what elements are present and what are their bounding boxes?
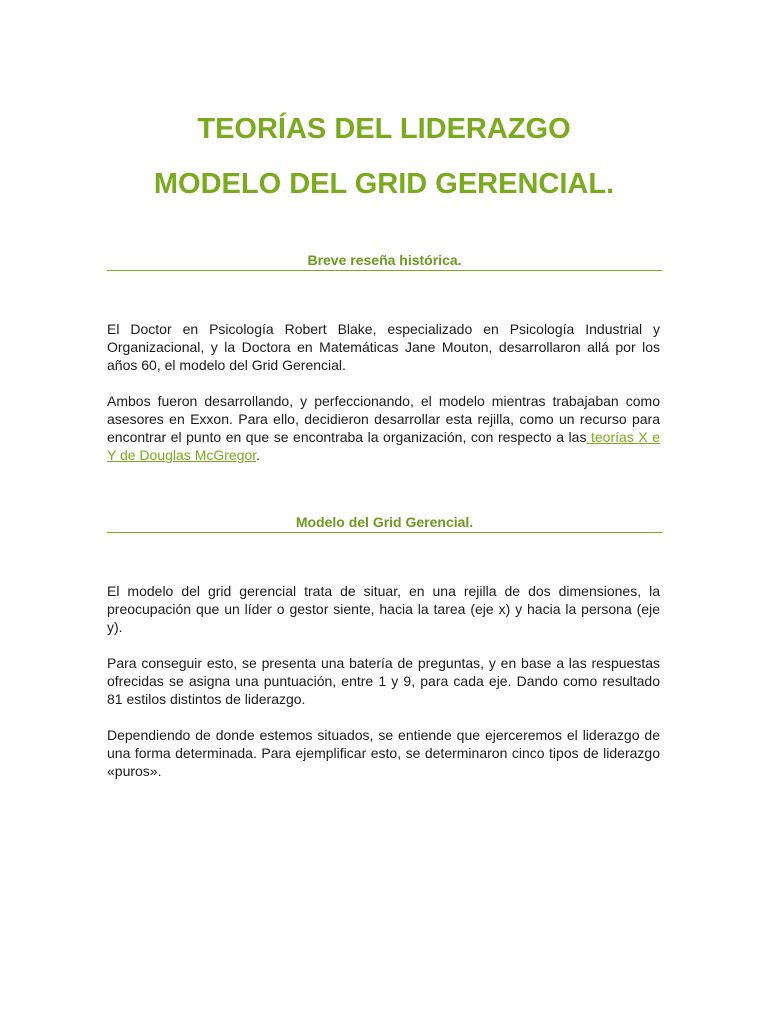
section-heading-grid-model: Modelo del Grid Gerencial. xyxy=(107,513,662,533)
paragraph-blake-mouton: El Doctor en Psicología Robert Blake, especializado en Psicología Industrial y Organizacional, y la Doctora en Matemáticas Jane Mouton, desarrollaron allá por los años 60, el modelo del Grid Gerencial. xyxy=(107,321,660,373)
paragraph-grid-dimensions: El modelo del grid gerencial trata de situar, en una rejilla de dos dimensiones, la preocupación que un líder o gestor siente, hacia la tarea (eje x) y hacia la persona (eje y). xyxy=(107,583,660,635)
paragraph-exxon-text: Ambos fueron desarrollando, y perfeccionando, el modelo mientras trabajaban como asesores en Exxon. Para ello, decidieron desarrollar esta rejilla, como un recurso para encontrar el punto en que se encontraba la organización, con respecto a las xyxy=(107,393,660,445)
section-heading-historical-review: Breve reseña histórica. xyxy=(107,251,662,271)
document-title-line2: MODELO DEL GRID GERENCIAL. xyxy=(153,168,615,200)
paragraph-exxon-end: . xyxy=(256,447,261,463)
paragraph-exxon xyxy=(107,392,660,464)
mcgregor-theories-link[interactable]: teorías X e Y de Douglas McGregor xyxy=(107,429,660,463)
paragraph-questions-scoring: Para conseguir esto, se presenta una batería de preguntas, y en base a las respuestas ofrecidas se asigna una puntuación, entre 1 y 9, para cada eje. Dando como resultado 81 estilos distintos de liderazgo. xyxy=(107,655,660,707)
document-title-line1: TEORÍAS DEL LIDERAZGO xyxy=(197,113,571,145)
paragraph-leadership-types: Dependiendo de donde estemos situados, se entiende que ejerceremos el liderazgo de una forma determinada. Para ejemplificar esto, se determinaron cinco tipos de liderazgo «puros». xyxy=(107,727,660,779)
